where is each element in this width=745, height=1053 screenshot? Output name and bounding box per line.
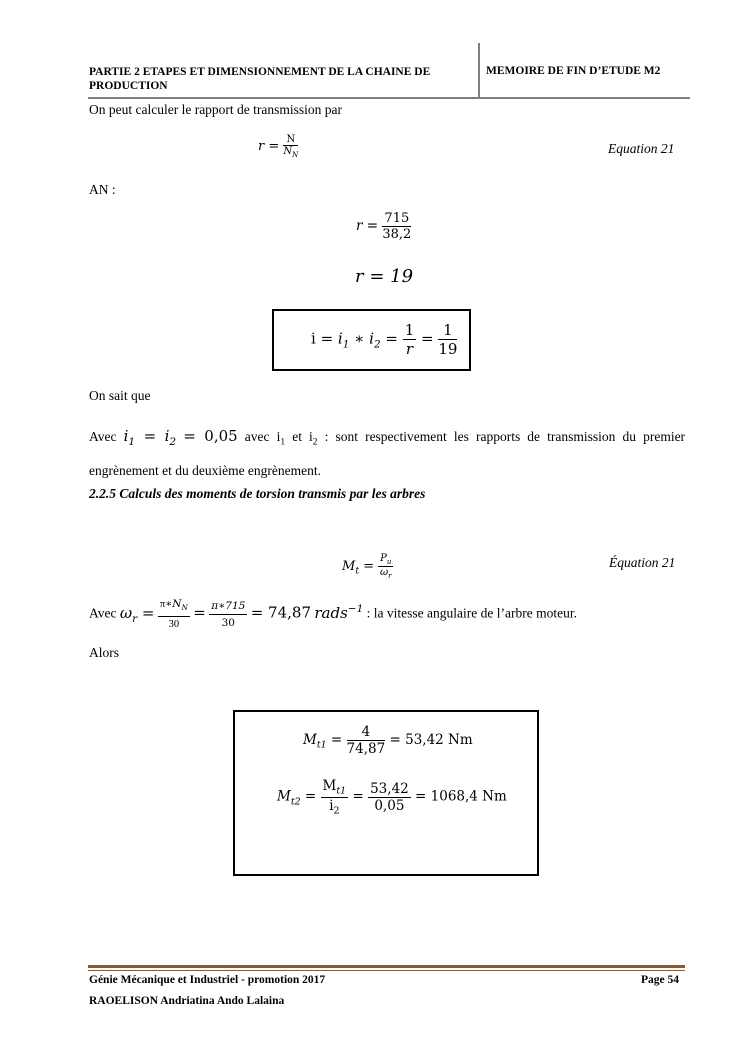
ratio-box-formula: $i = i_1$ ∗ $i_2$ = $\frac{1}{r}$ = $\frac{1}{19}$ [311,321,458,358]
footer-author: RAOELISON Andriatina Ando Lalaina [89,995,285,1007]
ratio-box [272,309,471,371]
footer-page-number: Page 54 [641,974,680,986]
on-sait-text: On sait que [89,388,151,403]
an-label: AN : [89,182,116,197]
header-document-title: MEMOIRE DE FIN D’ETUDE M2 [486,65,661,77]
footer-rule-thin [88,970,685,971]
torque-mt2: $M_{t2}$ = $\frac{M_{t1}}{i_2}$ = $\frac{53,42}{0,05}$ = 1068,4 Nm [277,778,507,817]
section-title: 2.2.5 Calculs des moments de torsion transmis par les arbres [89,486,426,501]
footer-rule-thick [88,965,685,968]
omega-paragraph: Avec $\omega_r$ = $\frac{\pi∗N_N}{30}$ = $\frac{\pi∗715}{30}$ = 74,87 rads$^{-1}$ : la vitesse angulaire de l’arbre moteur. [89,598,577,631]
equation-label-2: Équation 21 [609,555,676,570]
equation-ratio-numeric: r = $\frac{715}{38,2}$ [356,211,412,242]
equation-torque: $M_t$ = $\frac{P_u}{\omega_r}$ [342,553,392,580]
torque-box [233,710,539,876]
alors-text: Alors [89,645,119,660]
equation-label-1: Equation 21 [608,141,675,156]
footer-program: Génie Mécanique et Industriel - promotion 2017 [89,974,326,986]
ratio-denominator: 38,2 [382,227,412,242]
header-rule [88,97,690,99]
torque-mt1: $M_{t1}$ = $\frac{4}{74,87}$ = 53,42 Nm [303,724,473,757]
avec-paragraph: Avec $i_1 = i_2 = 0,05$ avec $i_1$ et $i_2$ : sont respectivement les rapports de transmission du premier engrènement et du deuxième engrènement. [89,427,686,478]
header-divider [478,43,480,98]
ratio-result: r = 19 [355,266,414,287]
equation-ratio: r = $\frac{N}{N_N}$ [258,134,299,159]
header-chapter-title: PARTIE 2 ETAPES ET DIMENSIONNEMENT DE LA CHAINE DE PRODUCTION [89,66,431,92]
ratio-numerator: 715 [382,211,411,227]
intro-text: On peut calculer le rapport de transmission par [89,102,343,117]
